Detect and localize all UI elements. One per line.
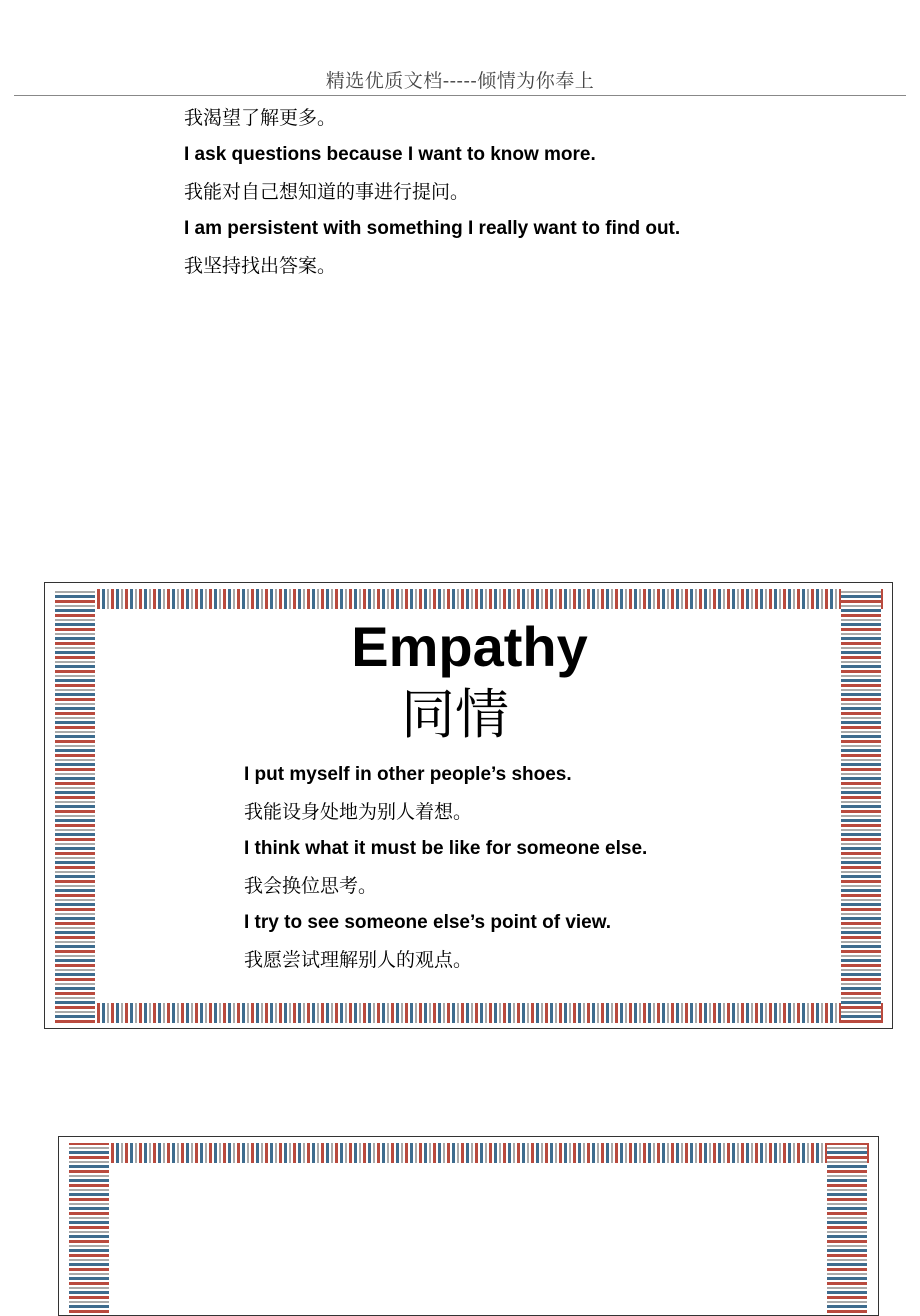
card-title: Empathy [351,615,588,678]
decorative-border-left [69,1143,109,1313]
next-card [58,1136,879,1316]
card-title-zh: 同情 [401,683,509,746]
card-line: I try to see someone else’s point of view. [244,912,612,933]
empathy-card [44,582,893,1029]
intro-line: 我渴望了解更多。 [184,107,337,129]
intro-line: I am persistent with something I really want to find out. [184,218,681,239]
page-header: 精选优质文档-----倾情为你奉上 [325,70,595,92]
decorative-border-top [55,589,883,609]
decorative-border-bottom [55,1003,883,1023]
intro-line: I ask questions because I want to know more. [184,144,596,165]
header-divider [14,95,906,96]
card-line: I put myself in other people’s shoes. [244,764,572,785]
card-line: 我能设身处地为别人着想。 [244,801,473,823]
intro-line: 我能对自己想知道的事进行提问。 [184,181,470,203]
card-line: 我愿尝试理解别人的观点。 [244,949,473,971]
intro-text-block [184,104,824,289]
decorative-border-top [69,1143,869,1163]
card-lines [244,761,844,983]
card-line: I think what it must be like for someone else. [244,838,648,859]
card-line: 我会换位思考。 [244,875,378,897]
decorative-border-right [827,1143,867,1313]
intro-line: 我坚持找出答案。 [184,255,337,277]
